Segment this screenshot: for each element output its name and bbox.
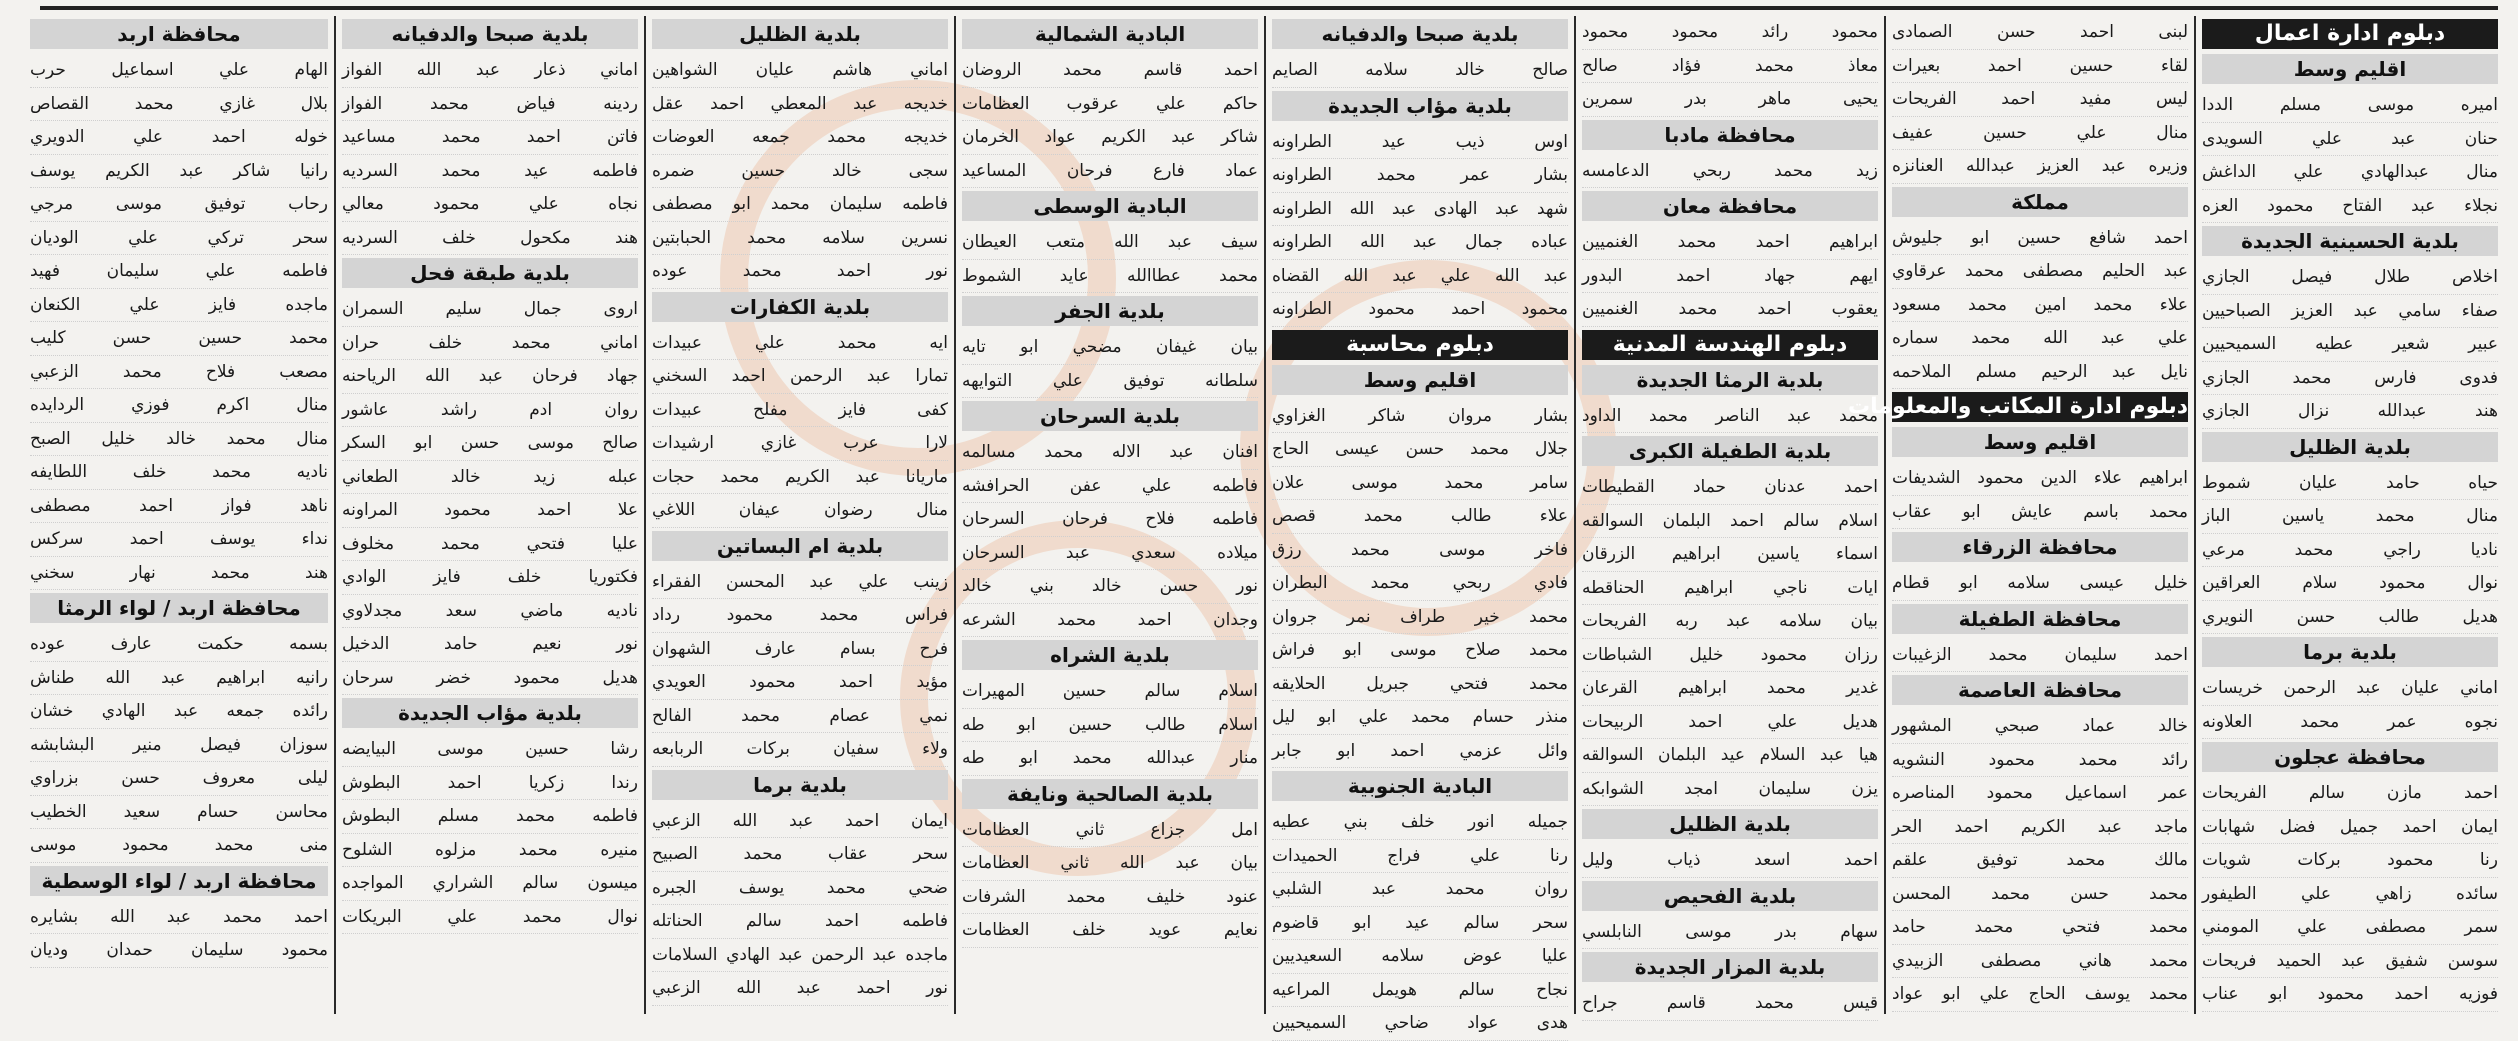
name-entry: محمد باسم عايش ابو عقاب (1892, 496, 2188, 530)
name-entry: اسلام سالم احمد البلمان السوالقه (1582, 505, 1878, 539)
section-heading: محافظة عجلون (2202, 742, 2498, 772)
name-entry: لبنى احمد حسن الصمادى (1892, 16, 2188, 50)
name-entry: رائده جمعه عبد الهادي خشان (30, 695, 328, 729)
name-entry: منال محمد ياسين الباز (2202, 500, 2498, 534)
name-entry: حياه حامد عليان شموط (2202, 467, 2498, 501)
column-8 (24, 16, 334, 1014)
name-entry: عبله زيد خالد الطعاني (342, 461, 638, 495)
section-heading: بلدية صبحا والدفيانه (342, 19, 638, 49)
name-entry: نجاه علي محمود معالي (342, 188, 638, 222)
section-heading: البادية الشمالية (962, 19, 1258, 49)
name-entry: وجدان احمد محمد الشرعه (962, 604, 1258, 638)
section-heading: بلدية الظليل (2202, 432, 2498, 462)
name-entry: منذر حسام محمد علي ابو ليل (1272, 701, 1568, 735)
name-entry: افنان عبد الاله محمد مسالمه (962, 436, 1258, 470)
name-entry: علاء طالب محمد قصص (1272, 500, 1568, 534)
section-heading: بلدية صبحا والدفيانه (1272, 19, 1568, 49)
section-heading: بلدية الكفارات (652, 292, 948, 322)
name-entry: منال محمد خالد خليل الصبح (30, 423, 328, 457)
name-entry: رانيه ابراهيم عبد الله طناش (30, 662, 328, 696)
name-entry: اماني ذعار عبد الله الفواز (342, 54, 638, 88)
name-entry: ناهد فواز احمد مصطفى (30, 490, 328, 524)
name-entry: سحر عقاب محمد الصبيح (652, 838, 948, 872)
name-entry: احمد مازن سالم الفريحات (2202, 777, 2498, 811)
name-entry: رحاب توفيق موسى مرجي (30, 188, 328, 222)
name-entry: رنا محمود بركات شويات (2202, 844, 2498, 878)
section-heading: بلدية برما (652, 770, 948, 800)
name-entry: هند محمد نهار سخني (30, 557, 328, 591)
name-entry: سجى خالد حسين ضمره (652, 155, 948, 189)
name-entry: احمد محمد عبد الله بشايره (30, 901, 328, 935)
name-entry: هديل محمود خضر سرحان (342, 662, 638, 696)
name-entry: فاطمه عيد محمد السرديه (342, 155, 638, 189)
name-entry: هدى عواد ضاحي السميحيين (1272, 1007, 1568, 1041)
name-entry: محمد عطاالله عايد الشموط (962, 260, 1258, 294)
column-4 (1264, 16, 1574, 1033)
name-entry: منى محمد محمود موسى (30, 829, 328, 863)
name-entry: محمد هاني مصطفى الزبيدي (1892, 945, 2188, 979)
name-entry: اماني هاشم عليان الشواهين (652, 54, 948, 88)
name-entry: محمد صلاح موسى ابو فراش (1272, 634, 1568, 668)
section-heading: بلدية المزار الجديدة (1582, 952, 1878, 982)
section-heading: محافظة مادبا (1582, 120, 1878, 150)
section-heading: بلدية الفحيص (1582, 881, 1878, 911)
name-entry: احمد شافع حسين ابو جليوش (1892, 222, 2188, 256)
program-heading: دبلوم ادارة اعمال (2202, 19, 2498, 49)
name-entry: اماني عليان عبد الرحمن خريسات (2202, 672, 2498, 706)
section-heading: اقليم وسط (1272, 365, 1568, 395)
section-heading: مملكة (1892, 187, 2188, 217)
name-entry: عليا فتحي محمد مخلوف (342, 528, 638, 562)
name-entry: محمود سليمان حمدان وديان (30, 934, 328, 968)
name-entry: محمود رائد محمود محمود (1582, 16, 1878, 50)
section-heading: بلدية الحسينية الجديدة (2202, 226, 2498, 256)
name-entry: سلطانه توفيق علي التوايهه (962, 365, 1258, 399)
name-entry: معاذ محمد فؤاد صالح (1582, 50, 1878, 84)
name-entry: اسلام سالم حسين المهيرات (962, 675, 1258, 709)
name-entry: احمد عدنان حماد القطيطات (1582, 471, 1878, 505)
name-entry: ايه محمد علي عبيدات (652, 327, 948, 361)
name-entry: هند عبدالله نزال الجازي (2202, 395, 2498, 429)
section-heading: بلدية الصالحية ونايفة (962, 779, 1258, 809)
name-entry: هديل طالب حسن النويري (2202, 601, 2498, 635)
name-entry: عماد فارع فرحان المساعيد (962, 155, 1258, 189)
name-entry: شاكر عبد الكريم عواد الخرمان (962, 121, 1258, 155)
section-heading: بلدية ام البساتين (652, 531, 948, 561)
name-entry: كفى فايز مفلح عبيدات (652, 394, 948, 428)
name-entry: بلال غازي محمد القصاص (30, 88, 328, 122)
section-heading: محافظة الزرقاء (1892, 532, 2188, 562)
name-entry: نعايم عويد خلف العظامات (962, 914, 1258, 948)
name-entry: فاطمه احمد سالم الحناتله (652, 905, 948, 939)
name-entry: ليس مفيد احمد الفريحات (1892, 83, 2188, 117)
name-entry: هند مكحول خلف السرديه (342, 222, 638, 256)
name-entry: ايات ناجي ابراهيم الحناقطه (1582, 572, 1878, 606)
name-entry: بيان غيفان مضحي ابو تايه (962, 331, 1258, 365)
name-entry: سائده زاهي علي الطيفور (2202, 878, 2498, 912)
name-entry: سهام بدر موسى النابلسي (1582, 916, 1878, 950)
name-entry: نور احمد محمد عوده (652, 255, 948, 289)
name-entry: الهام علي اسماعيل حرب (30, 54, 328, 88)
name-entry: مصعب فلاح محمد الزعبي (30, 356, 328, 390)
name-entry: عنود خليف محمد الشرفات (962, 881, 1258, 915)
name-entry: نوال محمد علي البريكات (342, 901, 638, 935)
section-heading: البادية الجنوبية (1272, 771, 1568, 801)
section-heading: اقليم وسط (2202, 54, 2498, 84)
name-entry: صفاء سامي عبد العزيز الصباحيين (2202, 295, 2498, 329)
name-entry: فادي ربحي محمد البطران (1272, 567, 1568, 601)
name-entry: قيس محمد قاسم جراح (1582, 987, 1878, 1021)
name-entry: خالد عماد صبحي المشهور (1892, 710, 2188, 744)
section-heading: بلدية الجفر (962, 296, 1258, 326)
name-entry: اخلاص طلال فيصل الجازي (2202, 261, 2498, 295)
name-entry: بشار مروان شاكر الغزاوي (1272, 400, 1568, 434)
name-entry: محمد فتحي محمد حامد (1892, 911, 2188, 945)
name-entry: سحر سالم عيد ابو قاضوم (1272, 907, 1568, 941)
name-entry: خديجه محمد جمعه العوضات (652, 121, 948, 155)
name-entry: احمد اسعد ذياب وليل (1582, 844, 1878, 878)
name-entry: نسرين سلامه محمد الحبابتين (652, 222, 948, 256)
section-heading: بلدية طبقة فحل (342, 258, 638, 288)
section-heading: بلدية مؤاب الجديدة (1272, 91, 1568, 121)
section-heading: بلدية برما (2202, 637, 2498, 667)
name-entry: فاخر موسى محمد رزق (1272, 534, 1568, 568)
name-entry: فوزيه احمد محمود ابو عناب (2202, 978, 2498, 1012)
name-entry: اسلام طالب حسين ابو طه (962, 709, 1258, 743)
name-entry: تمارا عبد الرحمن احمد السخني (652, 360, 948, 394)
name-entry: نجلاء عبد الفتاح محمود العزه (2202, 190, 2498, 224)
name-entry: منال اكرم فوزي الردايده (30, 389, 328, 423)
name-entry: اماني محمد خلف حران (342, 327, 638, 361)
section-heading: بلدية مؤاب الجديدة (342, 698, 638, 728)
name-entry: اميره موسى مسلم الددا (2202, 89, 2498, 123)
name-entry: عمر اسماعيل محمود المناصره (1892, 777, 2188, 811)
name-entry: فراس محمد محمود رداد (652, 599, 948, 633)
name-entry: صالح موسى حسن ابو السكر (342, 427, 638, 461)
program-heading: دبلوم الهندسة المدنية (1582, 330, 1878, 360)
column-2 (1847, 16, 2194, 1014)
name-entry: غدير محمد ابراهيم القرعان (1582, 672, 1878, 706)
name-entry: بشار عمر محمد الطراونه (1272, 159, 1568, 193)
name-entry: ابراهيم احمد محمد الغنميين (1582, 226, 1878, 260)
name-entry: ميسون سالم الشراري المواجده (342, 867, 638, 901)
name-entry: يزن سليمان امجد الشوابكه (1582, 773, 1878, 807)
name-entry: نداء يوسف احمد سركس (30, 523, 328, 557)
name-entry: منار عبدالله محمد ابو طه (962, 742, 1258, 776)
name-entry: محمود احمد محمود الطراونه (1272, 293, 1568, 327)
name-entry: نور احمد عبد الله الزعبي (652, 972, 948, 1006)
name-entry: ماجده فايز علي الكنعان (30, 289, 328, 323)
name-entry: سامر محمد موسى علان (1272, 467, 1568, 501)
column-7 (334, 16, 644, 1014)
name-entry: هيا عبد السلام عيد البلمان السوالقه (1582, 739, 1878, 773)
name-entry: فاطمه علي سليمان فهيد (30, 255, 328, 289)
name-entry: ردينه فياض محمد الفواز (342, 88, 638, 122)
name-entry: سوسن شفيق عبد الحميد فريحات (2202, 945, 2498, 979)
program-heading: دبلوم محاسبة (1272, 330, 1568, 360)
name-entry: بسمه حكمت عارف عوده (30, 628, 328, 662)
name-entry: لارا عرب غازي ارشيدات (652, 427, 948, 461)
name-entry: عبير شعير عطيه السميحيين (2202, 328, 2498, 362)
name-entry: شهد عبد الهادى عبد الله الطراونه (1272, 193, 1568, 227)
column-5 (954, 16, 1264, 1014)
name-entry: ماريانا عبد الكريم محمد حجات (652, 461, 948, 495)
name-entry: بيان عبد الله ثاني العظامات (962, 847, 1258, 881)
name-entry: احمد قاسم محمد الروضان (962, 54, 1258, 88)
section-heading: بلدية الرمثا الجديدة (1582, 365, 1878, 395)
name-entry: منال رضوان عيفان اللاغي (652, 494, 948, 528)
name-entry: رزان محمود خليل الشباطات (1582, 639, 1878, 673)
name-entry: علي عبد الله محمد سماره (1892, 322, 2188, 356)
name-entry: ايمان احمد عبد الله الزعبي (652, 805, 948, 839)
name-entry: محمد عبد الناصر محمد الداود (1582, 400, 1878, 434)
name-entry: نايل عبد الرحيم مسلم الملاحمه (1892, 356, 2188, 390)
name-entry: وزيره عبد العزيز عبدالله العنانزه (1892, 150, 2188, 184)
name-entry: ماجد عبد الكريم احمد الحر (1892, 811, 2188, 845)
name-entry: ناديا راجي محمد مرعي (2202, 534, 2498, 568)
name-entry: علاء محمد امين محمد مسعود (1892, 289, 2188, 323)
name-entry: فاطمه فلاح فرحان السرحان (962, 503, 1258, 537)
name-entry: رندا زكريا احمد البطوش (342, 767, 638, 801)
name-entry: محمد خير طراف نمر جروان (1272, 601, 1568, 635)
name-entry: خوله احمد علي الدويري (30, 121, 328, 155)
name-entry: منال عبدالهادي علي الداغش (2202, 156, 2498, 190)
name-entry: سوزان فيصل منير البشابشه (30, 729, 328, 763)
name-entry: ماجده عبد الرحمن عبد الهادي السلامات (652, 939, 948, 973)
name-entry: وائل عزمي احمد ابو جابر (1272, 735, 1568, 769)
column-1 (2194, 16, 2504, 1014)
name-entry: حاكم علي عرقوب العظامات (962, 88, 1258, 122)
name-entry: مالك محمد توفيق علقم (1892, 844, 2188, 878)
name-entry: روان ادم راشد عاشور (342, 394, 638, 428)
name-entry: ايهم جهاد احمد البدور (1582, 260, 1878, 294)
columns-container (28, 16, 2504, 1033)
name-entry: سيف عبد الله متعب العيطان (962, 226, 1258, 260)
name-entry: نمي عصام محمد الفالح (652, 700, 948, 734)
section-heading: محافظة معان (1582, 191, 1878, 221)
name-entry: عليا عوض سلامه السعيديين (1272, 940, 1568, 974)
section-heading: بلدية السرحان (962, 401, 1258, 431)
name-entry: روان محمد عبد الشلبي (1272, 873, 1568, 907)
name-entry: منيره محمد مزلوه الشلوح (342, 834, 638, 868)
name-entry: يحيى ماهر بدر سمرين (1582, 83, 1878, 117)
column-3 (1574, 16, 1884, 1014)
name-entry: احمد سليمان محمد الزغيبات (1892, 639, 2188, 673)
top-rule (40, 6, 2498, 10)
name-entry: اروى جمال سليم السمران (342, 293, 638, 327)
name-entry: سحر تركي علي الوديان (30, 222, 328, 256)
name-entry: نور نعيم حامد الدخيل (342, 628, 638, 662)
section-heading: محافظة اربد (30, 19, 328, 49)
name-entry: يعقوب احمد محمد الغنميين (1582, 293, 1878, 327)
name-entry: مؤيد احمد محمود العويدي (652, 666, 948, 700)
name-entry: عبد الله علي عبد الله القضاه (1272, 260, 1568, 294)
name-entry: هديل علي احمد الربيحات (1582, 706, 1878, 740)
section-heading: بلدية الظليل (1582, 809, 1878, 839)
section-heading: محافظة العاصمة (1892, 675, 2188, 705)
name-entry: فاتن احمد محمد مساعيد (342, 121, 638, 155)
name-entry: رنا علي فراج الحميدات (1272, 840, 1568, 874)
name-entry: زيد محمد ربحي الدعامسه (1582, 155, 1878, 189)
name-entry: لقاء حسين احمد بعيرات (1892, 50, 2188, 84)
name-entry: خديجه عبد المعطي احمد عقل (652, 88, 948, 122)
name-entry: جهاد فرحان عبد الله الرياحنه (342, 360, 638, 394)
name-entry: علا احمد محمود المراونه (342, 494, 638, 528)
name-entry: فاطمه سليمان محمد ابو مصطفى (652, 188, 948, 222)
name-entry: نجوه عمر محمد العلاونه (2202, 706, 2498, 740)
name-entry: نور حسن خالد بني خالد (962, 570, 1258, 604)
name-entry: نوال محمود سلام العراقين (2202, 567, 2498, 601)
name-entry: ليلى معروف حسن بزراوي (30, 762, 328, 796)
name-entry: محمد فتحي جبريل الحلايقه (1272, 668, 1568, 702)
name-entry: امل جزاع ثاني العظامات (962, 814, 1258, 848)
name-entry: ضحي محمد يوسف الجبره (652, 872, 948, 906)
name-entry: حنان عبد علي السويدى (2202, 123, 2498, 157)
column-6 (644, 16, 954, 1014)
section-heading: بلدية الطفيلة الكبرى (1582, 436, 1878, 466)
name-entry: محمد حسن محمد المحسن (1892, 878, 2188, 912)
section-heading: بلدية الشراه (962, 640, 1258, 670)
section-heading: بلدية الظليل (652, 19, 948, 49)
name-entry: جلال محمد حسن عيسى الحاج (1272, 433, 1568, 467)
section-heading: البادية الوسطى (962, 191, 1258, 221)
name-entry: فاطمه علي عفن الحرافشه (962, 470, 1258, 504)
name-entry: عباده جمال عبد الله الطراونه (1272, 226, 1568, 260)
name-entry: محمد يوسف الحاج علي ابو عواد (1892, 978, 2188, 1012)
name-entry: ناديه ماضي سعد مجدلاوي (342, 595, 638, 629)
name-entry: رشا حسين موسى البيايضه (342, 733, 638, 767)
name-entry: جميله انور خلف بني عطيه (1272, 806, 1568, 840)
name-entry: خليل عيسى سلامه ابو قطام (1892, 567, 2188, 601)
name-entry: ايمان احمد جميل فضل شهابات (2202, 811, 2498, 845)
name-entry: عبد الحليم مصطفى محمد عرقاوي (1892, 255, 2188, 289)
name-entry: نجاح سالم هويمل المراعيه (1272, 974, 1568, 1008)
name-entry: رائد محمد محمود النشويه (1892, 744, 2188, 778)
name-entry: فدوى فارس محمد الجازي (2202, 362, 2498, 396)
name-entry: ميلاده سعدي عبد السرحان (962, 537, 1258, 571)
program-heading: دبلوم ادارة المكاتب والمعلومات (1892, 392, 2188, 422)
name-entry: فاطمه محمد مسلم البطوش (342, 800, 638, 834)
name-entry: رانيا شاكر عبد الكريم يوسف (30, 155, 328, 189)
name-entry: منال علي حسين عفيف (1892, 117, 2188, 151)
name-entry: فرح بسام عارف الشهوان (652, 633, 948, 667)
name-entry: محاسن حسام سعيد الخطيب (30, 796, 328, 830)
name-entry: ولاء سفيان بركات الربابعه (652, 733, 948, 767)
name-entry: ناديه محمد خلف اللطايفه (30, 456, 328, 490)
name-entry: اسماء ياسين ابراهيم الزرقان (1582, 538, 1878, 572)
section-heading: محافظة اربد / لواء الوسطية (30, 866, 328, 896)
name-entry: ابراهيم علاء الدين محمود الشديفات (1892, 462, 2188, 496)
section-heading: محافظة الطفيلة (1892, 604, 2188, 634)
section-heading: محافظة اربد / لواء الرمثا (30, 593, 328, 623)
name-entry: زينب علي عبد المحسن الفقراء (652, 566, 948, 600)
name-entry: محمد حسين حسن كليب (30, 322, 328, 356)
name-entry: بيان سلامه عبد ربه الفريحات (1582, 605, 1878, 639)
name-entry: سمر مصطفى علي المومني (2202, 911, 2498, 945)
name-entry: اوس ذيب عيد الطراونه (1272, 126, 1568, 160)
name-entry: فكتوريا خلف فايز الوادي (342, 561, 638, 595)
name-entry: صالح خالد سلامه الصايم (1272, 54, 1568, 88)
section-heading: اقليم وسط (1892, 427, 2188, 457)
